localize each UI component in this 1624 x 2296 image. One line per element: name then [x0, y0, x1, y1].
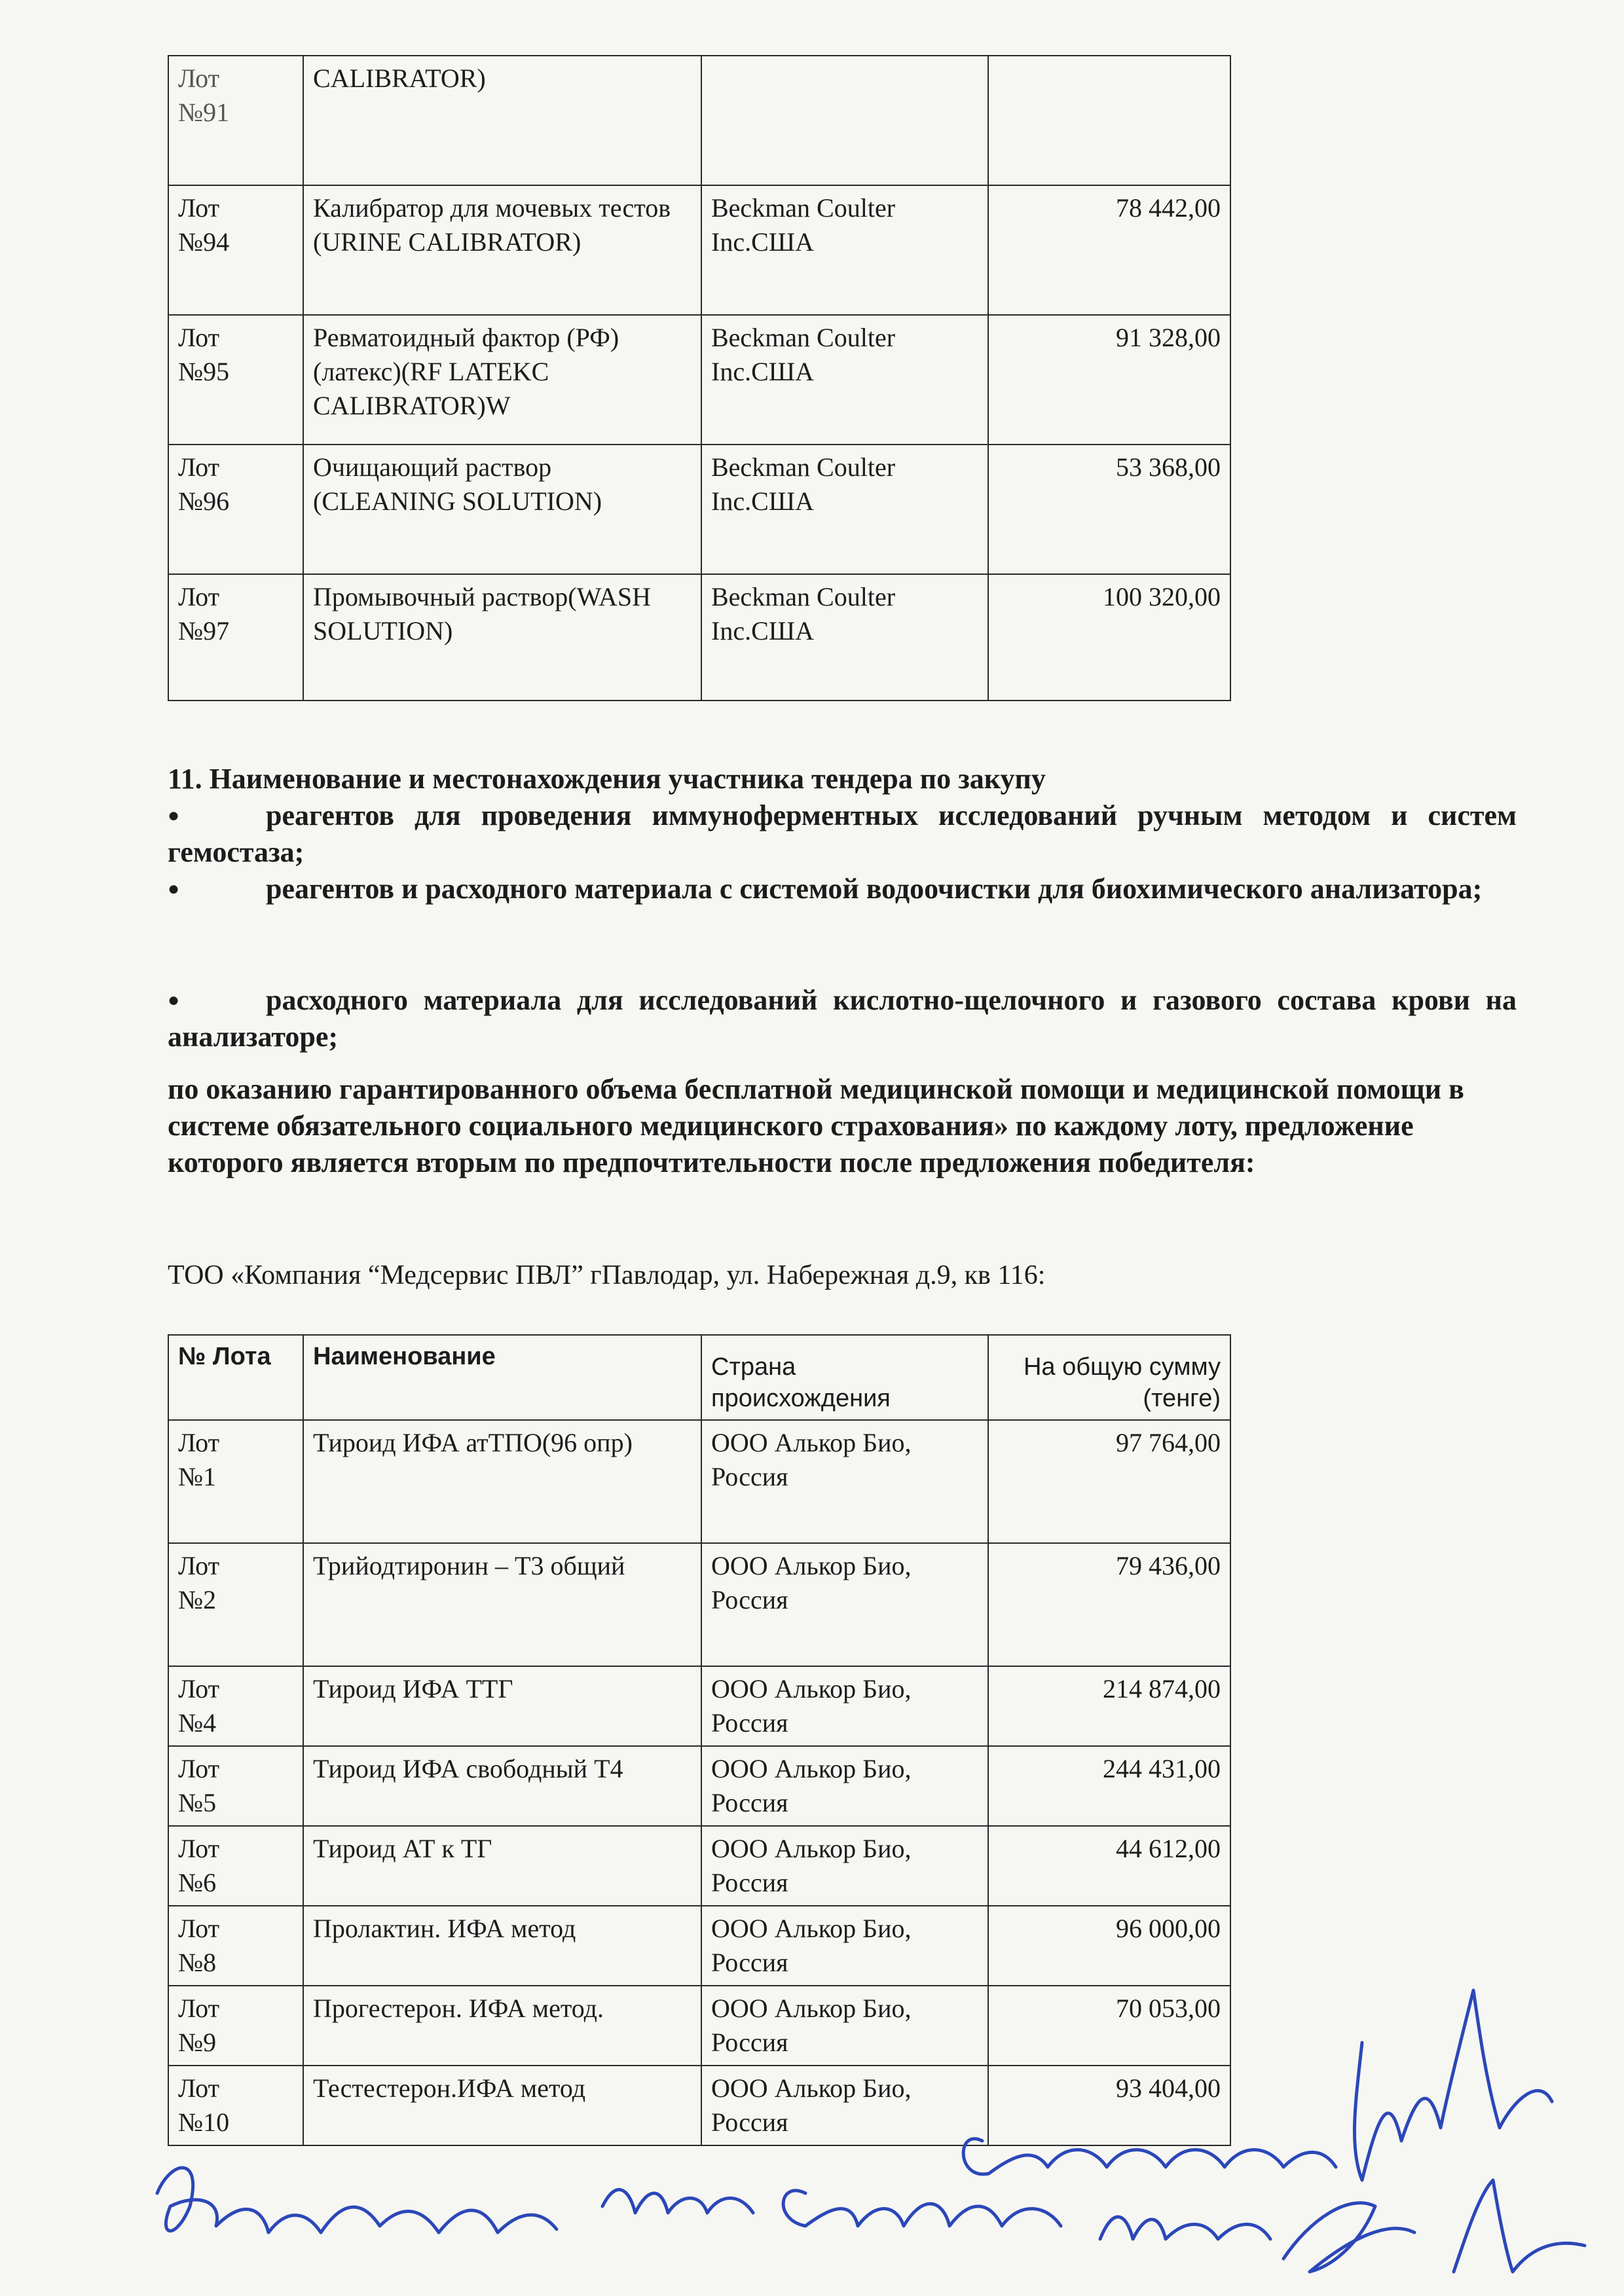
table-row [168, 1826, 1230, 1906]
signatures-image [131, 1931, 1624, 2296]
bullet-item: ● реагентов для проведения иммуноферментных исследований ручным методом и систем гемостаза; [168, 797, 1517, 871]
lot-name-cell: Тироид ИФА ТТГ [303, 1666, 701, 1746]
section-heading: 11. Наименование и местонахождения участника тендера по закупу [168, 763, 1046, 795]
lot-number-cell: Лот №95 [168, 315, 303, 445]
header-lot-number: № Лота [168, 1335, 303, 1420]
section-closing-text: по оказанию гарантированного объема бесплатной медицинской помощи и медицинской помощи в системе обязательного социального медицинского страхования» по каждому лоту, предложение которого является вторым по предпочтительности после предложения победителя: [168, 1073, 1464, 1178]
lot-number-cell: Лот №97 [168, 574, 303, 701]
lot-sum-cell: 79 436,00 [988, 1543, 1230, 1666]
lot-sum-cell [988, 56, 1230, 185]
lot-name-cell: Тироид АТ к ТГ [303, 1826, 701, 1906]
bullet-item: ● расходного материала для исследований кислотно-щелочного и газового состава крови на анализаторе; [168, 982, 1517, 1055]
bullet-dot-icon: ● [168, 878, 180, 900]
lot-number-cell: Лот №96 [168, 445, 303, 574]
lot-name-cell: Калибратор для мочевых тестов (URINE CALIBRATOR) [303, 185, 701, 315]
lot-name-cell: Пролактин. ИФА метод [303, 1906, 701, 1986]
lot-number-cell: Лот №1 [168, 1420, 303, 1543]
lot-name-cell: Трийодтиронин – Т3 общий [303, 1543, 701, 1666]
header-name: Наименование [303, 1335, 701, 1420]
lot-country-cell: Beckman Coulter Inc.США [701, 574, 988, 701]
lot-sum-cell: 96 000,00 [988, 1906, 1230, 1986]
lot-number-cell: Лот №10 [168, 2066, 303, 2145]
lot-country-cell [701, 56, 988, 185]
lot-country-cell: Beckman Coulter Inc.США [701, 185, 988, 315]
lot-number-cell: Лот №94 [168, 185, 303, 315]
lot-name-cell: CALIBRATOR) [303, 56, 701, 185]
lot-country-cell: ООО Алькор Био, Россия [701, 2066, 988, 2145]
lot-sum-cell: 70 053,00 [988, 1986, 1230, 2066]
lot-sum-cell: 93 404,00 [988, 2066, 1230, 2145]
lot-country-cell: Beckman Coulter Inc.США [701, 315, 988, 445]
lot-number-cell: Лот №91 [168, 56, 303, 185]
table-row [168, 1543, 1230, 1666]
lot-sum-cell: 244 431,00 [988, 1746, 1230, 1826]
top-lots-table [168, 55, 1231, 701]
lot-number-cell: Лот №2 [168, 1543, 303, 1666]
lot-country-cell: ООО Алькор Био, Россия [701, 1906, 988, 1986]
lot-number-cell: Лот №5 [168, 1746, 303, 1826]
header-country: Страна происхождения [701, 1335, 988, 1420]
bullet-dot-icon: ● [168, 805, 180, 826]
lot-sum-cell: 214 874,00 [988, 1666, 1230, 1746]
lot-country-cell: ООО Алькор Био, Россия [701, 1746, 988, 1826]
lot-number-cell: Лот №9 [168, 1986, 303, 2066]
lot-country-cell: ООО Алькор Био, Россия [701, 1666, 988, 1746]
table-row [168, 1420, 1230, 1543]
lot-name-cell: Промывочный раствор(WASH SOLUTION) [303, 574, 701, 701]
lot-sum-cell: 91 328,00 [988, 315, 1230, 445]
lot-country-cell: ООО Алькор Био, Россия [701, 1986, 988, 2066]
lot-name-cell: Тироид ИФА свободный Т4 [303, 1746, 701, 1826]
bullet-item: ● реагентов и расходного материала с системой водоочистки для биохимического анализатора; [168, 871, 1517, 907]
lot-number-cell: Лот №4 [168, 1666, 303, 1746]
table-row [168, 445, 1230, 574]
table-row [168, 185, 1230, 315]
lot-sum-cell: 44 612,00 [988, 1826, 1230, 1906]
lot-country-cell: Beckman Coulter Inc.США [701, 445, 988, 574]
lot-name-cell: Тироид ИФА атТПО(96 опр) [303, 1420, 701, 1543]
lot-name-cell: Очищающий раствор (CLEANING SOLUTION) [303, 445, 701, 574]
lot-number-cell: Лот №8 [168, 1906, 303, 1986]
lot-name-cell: Тестестерон.ИФА метод [303, 2066, 701, 2145]
lot-number-cell: Лот №6 [168, 1826, 303, 1906]
table-row [168, 56, 1230, 185]
table-row [168, 574, 1230, 701]
lot-country-cell: ООО Алькор Био, Россия [701, 1420, 988, 1543]
lot-sum-cell: 100 320,00 [988, 574, 1230, 701]
lot-sum-cell: 53 368,00 [988, 445, 1230, 574]
lot-country-cell: ООО Алькор Био, Россия [701, 1826, 988, 1906]
table-row [168, 1746, 1230, 1826]
header-sum: На общую сумму (тенге) [988, 1335, 1230, 1420]
supplier-line: ТОО «Компания “Медсервис ПВЛ” гПавлодар, ул. Набережная д.9, кв 116: [168, 1260, 1046, 1290]
lot-sum-cell: 97 764,00 [988, 1420, 1230, 1543]
lot-name-cell: Ревматоидный фактор (РФ)(латекс)(RF LATEKC CALIBRATOR)W [303, 315, 701, 445]
lot-sum-cell: 78 442,00 [988, 185, 1230, 315]
lot-country-cell: ООО Алькор Био, Россия [701, 1543, 988, 1666]
bullet-dot-icon: ● [168, 989, 180, 1011]
table-row [168, 315, 1230, 445]
table-row [168, 1666, 1230, 1746]
lot-name-cell: Прогестерон. ИФА метод. [303, 1986, 701, 2066]
